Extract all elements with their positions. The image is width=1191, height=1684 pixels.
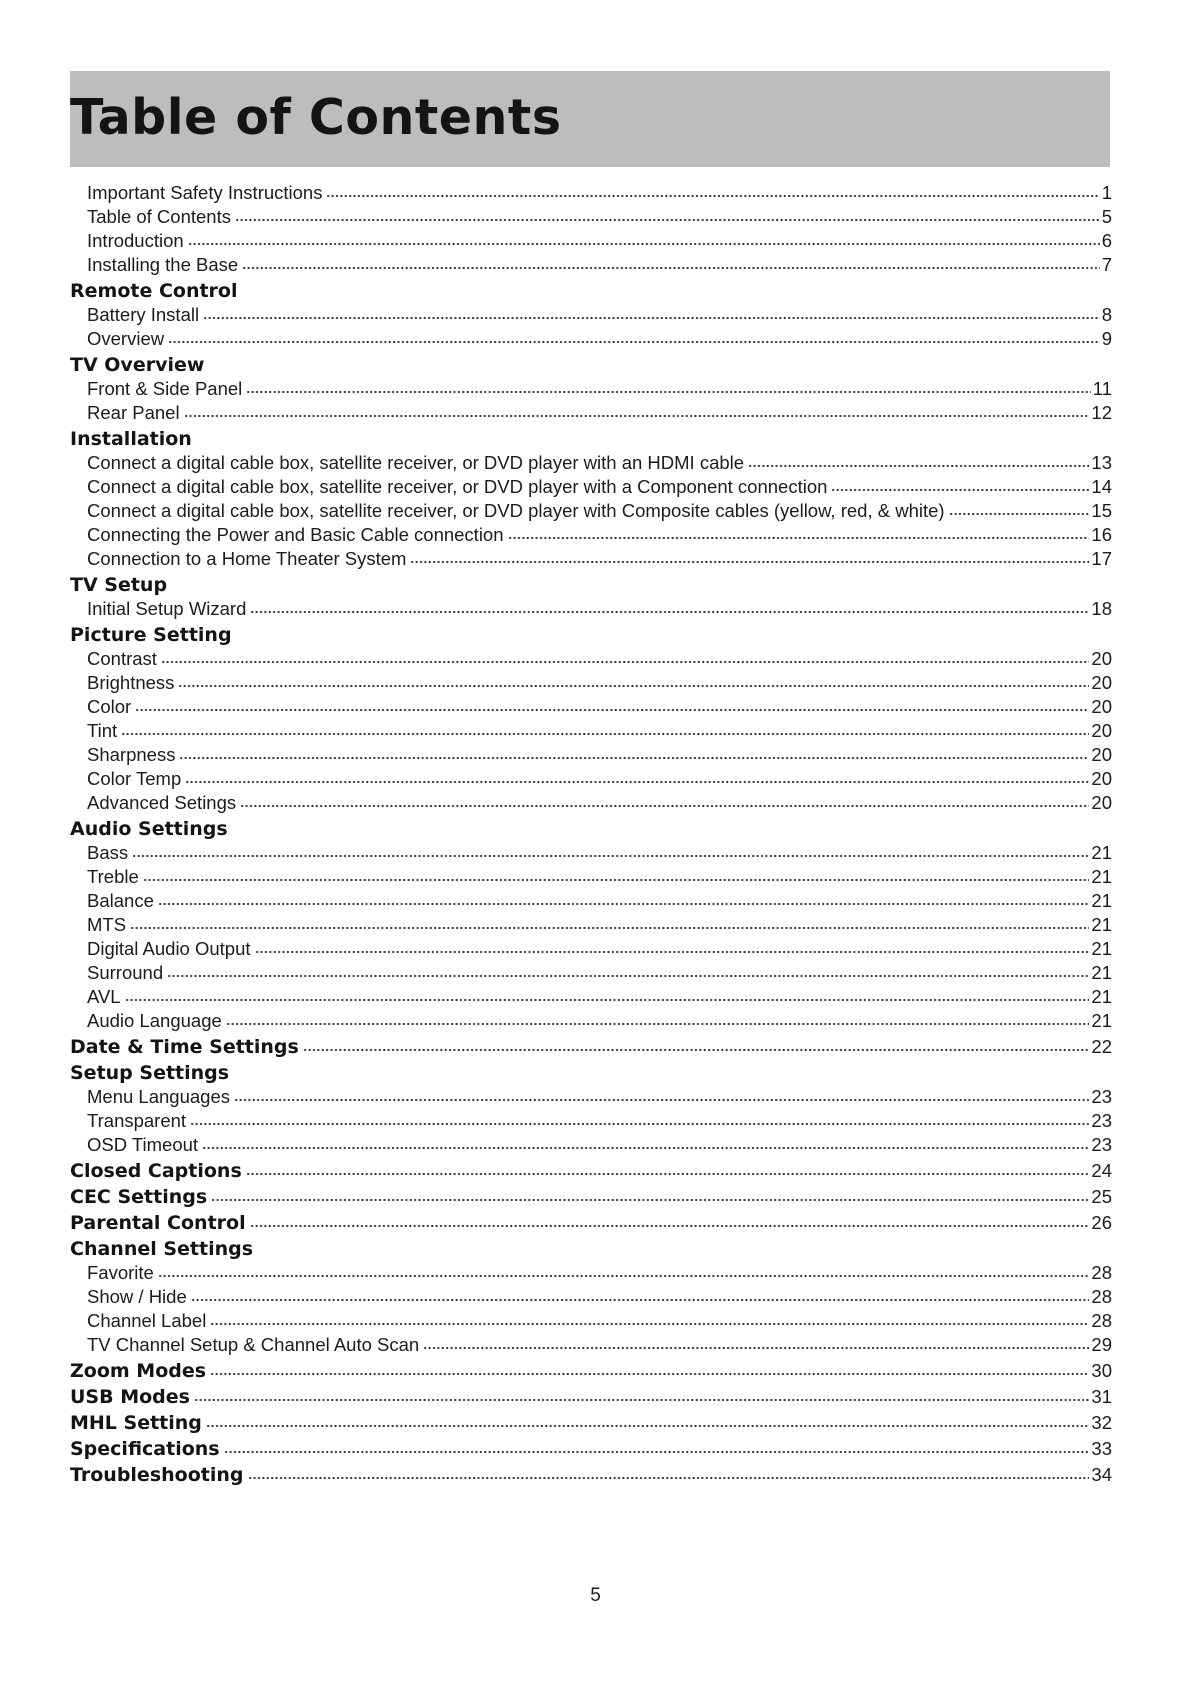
toc-entry-label: Connect a digital cable box, satellite receiver, or DVD player with an HDMI cable xyxy=(87,452,745,473)
toc-entry-label: Date & Time Settings xyxy=(70,1036,299,1058)
dot-leader xyxy=(255,946,1090,954)
toc-entry-label: Picture Setting xyxy=(70,624,232,646)
toc-entry-page: 17 xyxy=(1091,548,1112,569)
toc-entry[interactable] xyxy=(70,647,1112,671)
toc-entry[interactable] xyxy=(70,985,1112,1009)
toc-entry-label: TV Overview xyxy=(70,354,205,376)
toc-entry[interactable] xyxy=(70,889,1112,913)
toc-entry-page: 16 xyxy=(1091,524,1112,545)
toc-entry-page: 21 xyxy=(1091,842,1112,863)
dot-leader xyxy=(167,970,1089,978)
toc-section-entry[interactable] xyxy=(70,573,1112,597)
toc-entry-label: Channel Settings xyxy=(70,1238,254,1260)
table-of-contents xyxy=(70,181,1112,1487)
toc-entry[interactable] xyxy=(70,475,1112,499)
toc-entry-label: OSD Timeout xyxy=(87,1134,199,1155)
toc-section-entry[interactable] xyxy=(70,427,1112,451)
toc-entry-label: Transparent xyxy=(87,1110,187,1131)
toc-entry-page: 18 xyxy=(1091,598,1112,619)
toc-entry-label: Connection to a Home Theater System xyxy=(87,548,407,569)
dot-leader xyxy=(210,1368,1089,1376)
toc-entry-page: 28 xyxy=(1091,1262,1112,1283)
toc-entry-page: 21 xyxy=(1091,866,1112,887)
dot-leader xyxy=(410,556,1089,564)
toc-entry[interactable] xyxy=(70,1133,1112,1157)
toc-entry-label: Tint xyxy=(87,720,118,741)
toc-entry-label: MTS xyxy=(87,914,127,935)
toc-entry[interactable] xyxy=(70,865,1112,889)
toc-entry[interactable] xyxy=(70,695,1112,719)
toc-section-entry[interactable] xyxy=(70,1159,1112,1183)
toc-entry[interactable] xyxy=(70,597,1112,621)
toc-entry-page: 6 xyxy=(1101,230,1112,251)
toc-entry-label: TV Channel Setup & Channel Auto Scan xyxy=(87,1334,420,1355)
dot-leader xyxy=(250,1220,1090,1228)
dot-leader xyxy=(224,1446,1090,1454)
toc-entry-page: 33 xyxy=(1091,1438,1112,1459)
dot-leader xyxy=(210,1318,1089,1326)
toc-entry-label: Show / Hide xyxy=(87,1286,187,1307)
dot-leader xyxy=(132,850,1089,858)
toc-entry-page: 1 xyxy=(1101,182,1112,203)
toc-entry-label: Remote Control xyxy=(70,280,238,302)
dot-leader xyxy=(250,606,1089,614)
toc-entry-label: Contrast xyxy=(87,648,157,669)
toc-section-entry[interactable] xyxy=(70,279,1112,303)
dot-leader xyxy=(158,898,1090,906)
dot-leader xyxy=(135,704,1089,712)
dot-leader xyxy=(748,460,1089,468)
toc-entry-page: 20 xyxy=(1091,744,1112,765)
toc-entry-label: Sharpness xyxy=(87,744,176,765)
toc-entry-label: Zoom Modes xyxy=(70,1360,207,1382)
toc-entry-page: 20 xyxy=(1091,672,1112,693)
toc-entry[interactable] xyxy=(70,253,1112,277)
dot-leader xyxy=(240,800,1089,808)
dot-leader xyxy=(143,874,1090,882)
toc-entry-label: Audio Language xyxy=(87,1010,222,1031)
dot-leader xyxy=(161,656,1090,664)
toc-entry[interactable] xyxy=(70,671,1112,695)
toc-entry-page: 5 xyxy=(1101,206,1112,227)
dot-leader xyxy=(158,1270,1090,1278)
toc-entry[interactable] xyxy=(70,499,1112,523)
toc-entry-page: 23 xyxy=(1091,1110,1112,1131)
dot-leader xyxy=(191,1294,1090,1302)
toc-entry-label: Brightness xyxy=(87,672,175,693)
toc-section-entry[interactable] xyxy=(70,1437,1112,1461)
page-number: 5 xyxy=(590,1585,601,1606)
dot-leader xyxy=(190,1118,1089,1126)
toc-section-entry[interactable] xyxy=(70,817,1112,841)
toc-entry-page: 34 xyxy=(1091,1464,1112,1485)
toc-entry-page: 30 xyxy=(1091,1360,1112,1381)
toc-entry-label: Favorite xyxy=(87,1262,154,1283)
toc-section-entry[interactable] xyxy=(70,1035,1112,1059)
toc-entry[interactable] xyxy=(70,523,1112,547)
toc-entry[interactable] xyxy=(70,913,1112,937)
toc-entry-label: Troubleshooting xyxy=(70,1464,244,1486)
toc-entry[interactable] xyxy=(70,1309,1112,1333)
toc-entry[interactable] xyxy=(70,181,1112,205)
toc-entry-page: 21 xyxy=(1091,938,1112,959)
toc-section-entry[interactable] xyxy=(70,1385,1112,1409)
toc-entry-label: MHL Setting xyxy=(70,1412,202,1434)
toc-entry[interactable] xyxy=(70,767,1112,791)
toc-entry[interactable] xyxy=(70,547,1112,571)
toc-entry[interactable] xyxy=(70,937,1112,961)
toc-entry-page: 24 xyxy=(1091,1160,1112,1181)
toc-entry-label: Setup Settings xyxy=(70,1062,230,1084)
toc-entry-page: 13 xyxy=(1091,452,1112,473)
toc-section-entry[interactable] xyxy=(70,623,1112,647)
toc-entry-label: TV Setup xyxy=(70,574,168,596)
dot-leader xyxy=(130,922,1089,930)
toc-section-entry[interactable] xyxy=(70,1185,1112,1209)
dot-leader xyxy=(508,532,1090,540)
toc-entry-label: CEC Settings xyxy=(70,1186,208,1208)
toc-section-entry[interactable] xyxy=(70,1237,1112,1261)
toc-entry[interactable] xyxy=(70,791,1112,815)
toc-entry-page: 20 xyxy=(1091,792,1112,813)
toc-entry-page: 21 xyxy=(1091,1010,1112,1031)
toc-entry-page: 28 xyxy=(1091,1286,1112,1307)
toc-entry-label: Connect a digital cable box, satellite receiver, or DVD player with Composite cables (yellow, red, & white) xyxy=(87,500,945,521)
toc-entry[interactable] xyxy=(70,377,1112,401)
toc-entry-page: 21 xyxy=(1091,962,1112,983)
toc-entry-label: Specifications xyxy=(70,1438,220,1460)
dot-leader xyxy=(831,484,1089,492)
toc-entry-label: AVL xyxy=(87,986,121,1007)
toc-entry[interactable] xyxy=(70,327,1112,351)
toc-entry-page: 21 xyxy=(1091,890,1112,911)
toc-entry-label: USB Modes xyxy=(70,1386,190,1408)
toc-entry-label: Color xyxy=(87,696,132,717)
toc-entry[interactable] xyxy=(70,303,1112,327)
toc-entry[interactable] xyxy=(70,451,1112,475)
toc-section-entry[interactable] xyxy=(70,1463,1112,1487)
toc-entry-label: Color Temp xyxy=(87,768,182,789)
toc-entry-page: 22 xyxy=(1091,1036,1112,1057)
toc-entry[interactable] xyxy=(70,1261,1112,1285)
dot-leader xyxy=(202,1142,1089,1150)
toc-entry-label: Front & Side Panel xyxy=(87,378,243,399)
toc-entry-label: Balance xyxy=(87,890,154,911)
toc-entry-page: 32 xyxy=(1091,1412,1112,1433)
toc-entry[interactable] xyxy=(70,205,1112,229)
toc-entry-label: Bass xyxy=(87,842,129,863)
dot-leader xyxy=(188,238,1100,246)
toc-entry-page: 11 xyxy=(1092,378,1112,399)
toc-entry-label: Closed Captions xyxy=(70,1160,242,1182)
dot-leader xyxy=(246,1168,1090,1176)
dot-leader xyxy=(423,1342,1089,1350)
dot-leader xyxy=(206,1420,1090,1428)
toc-section-entry[interactable] xyxy=(70,1211,1112,1235)
toc-entry-label: Introduction xyxy=(87,230,184,251)
dot-leader xyxy=(185,776,1089,784)
toc-entry-page: 20 xyxy=(1091,720,1112,741)
dot-leader xyxy=(211,1194,1089,1202)
toc-entry[interactable] xyxy=(70,1009,1112,1033)
toc-entry[interactable] xyxy=(70,743,1112,767)
toc-entry-label: Audio Settings xyxy=(70,818,228,840)
toc-entry-page: 28 xyxy=(1091,1310,1112,1331)
dot-leader xyxy=(121,728,1089,736)
toc-entry-label: Connecting the Power and Basic Cable connection xyxy=(87,524,504,545)
toc-entry-label: Initial Setup Wizard xyxy=(87,598,247,619)
toc-entry-label: Rear Panel xyxy=(87,402,180,423)
dot-leader xyxy=(168,336,1100,344)
dot-leader xyxy=(246,386,1091,394)
toc-entry[interactable] xyxy=(70,401,1112,425)
dot-leader xyxy=(248,1472,1090,1480)
toc-entry-label: Menu Languages xyxy=(87,1086,230,1107)
toc-entry-label: Surround xyxy=(87,962,164,983)
toc-entry-label: Installation xyxy=(70,428,192,450)
toc-entry-label: Digital Audio Output xyxy=(87,938,251,959)
toc-entry[interactable] xyxy=(70,1085,1112,1109)
toc-entry[interactable] xyxy=(70,1333,1112,1357)
dot-leader xyxy=(234,1094,1089,1102)
toc-entry-page: 12 xyxy=(1091,402,1112,423)
toc-entry-page: 29 xyxy=(1091,1334,1112,1355)
toc-entry-page: 26 xyxy=(1091,1212,1112,1233)
dot-leader xyxy=(203,312,1100,320)
toc-section-entry[interactable] xyxy=(70,1411,1112,1435)
dot-leader xyxy=(125,994,1090,1002)
toc-entry-label: Important Safety Instructions xyxy=(87,182,323,203)
toc-entry-page: 7 xyxy=(1101,254,1112,275)
toc-entry-page: 23 xyxy=(1091,1086,1112,1107)
toc-entry[interactable] xyxy=(70,1109,1112,1133)
toc-entry-label: Advanced Setings xyxy=(87,792,237,813)
toc-entry-label: Treble xyxy=(87,866,139,887)
dot-leader xyxy=(235,214,1100,222)
toc-entry-page: 15 xyxy=(1091,500,1112,521)
page-title: Table of Contents xyxy=(70,89,562,146)
dot-leader xyxy=(184,410,1090,418)
toc-entry-page: 20 xyxy=(1091,648,1112,669)
toc-entry-page: 21 xyxy=(1091,914,1112,935)
toc-entry-page: 31 xyxy=(1091,1386,1112,1407)
toc-entry-page: 9 xyxy=(1101,328,1112,349)
dot-leader xyxy=(226,1018,1090,1026)
toc-entry-page: 21 xyxy=(1091,986,1112,1007)
toc-section-entry[interactable] xyxy=(70,1359,1112,1383)
toc-entry-page: 23 xyxy=(1091,1134,1112,1155)
toc-entry-page: 25 xyxy=(1091,1186,1112,1207)
toc-entry-label: Installing the Base xyxy=(87,254,239,275)
toc-entry[interactable] xyxy=(70,961,1112,985)
toc-entry[interactable] xyxy=(70,229,1112,253)
toc-section-entry[interactable] xyxy=(70,1061,1112,1085)
toc-entry[interactable] xyxy=(70,841,1112,865)
toc-entry[interactable] xyxy=(70,719,1112,743)
toc-entry-page: 20 xyxy=(1091,696,1112,717)
dot-leader xyxy=(242,262,1100,270)
dot-leader xyxy=(178,680,1089,688)
toc-entry-label: Connect a digital cable box, satellite receiver, or DVD player with a Component connection xyxy=(87,476,828,497)
dot-leader xyxy=(303,1044,1090,1052)
toc-entry[interactable] xyxy=(70,1285,1112,1309)
dot-leader xyxy=(326,190,1099,198)
dot-leader xyxy=(179,752,1089,760)
toc-entry-label: Table of Contents xyxy=(87,206,231,227)
toc-entry-page: 14 xyxy=(1091,476,1112,497)
toc-entry-page: 8 xyxy=(1101,304,1112,325)
dot-leader xyxy=(949,508,1090,516)
toc-entry-page: 20 xyxy=(1091,768,1112,789)
toc-entry-label: Parental Control xyxy=(70,1212,246,1234)
dot-leader xyxy=(194,1394,1089,1402)
toc-section-entry[interactable] xyxy=(70,353,1112,377)
toc-entry-label: Channel Label xyxy=(87,1310,207,1331)
toc-entry-label: Overview xyxy=(87,328,165,349)
toc-entry-label: Battery Install xyxy=(87,304,200,325)
